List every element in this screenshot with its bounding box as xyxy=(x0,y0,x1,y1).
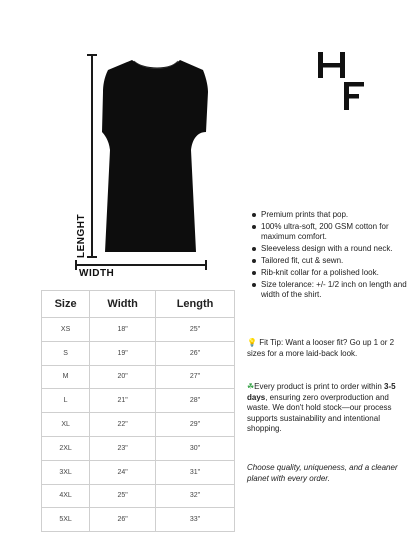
width-label: WIDTH xyxy=(79,268,115,279)
width-cell: 24" xyxy=(90,460,156,484)
table-row xyxy=(42,318,235,342)
width-cell: 18" xyxy=(90,318,156,342)
size-cell: XL xyxy=(42,413,90,437)
width-cell: 21" xyxy=(90,389,156,413)
feature-list xyxy=(250,210,410,302)
list-item: Premium prints that pop. xyxy=(250,210,410,220)
table-row xyxy=(42,365,235,389)
table-row xyxy=(42,460,235,484)
table-row xyxy=(42,413,235,437)
header-width: Width xyxy=(90,291,156,318)
width-cell: 20" xyxy=(90,365,156,389)
table-row xyxy=(42,341,235,365)
length-label: LENGHT xyxy=(76,213,87,258)
size-chart-header-row xyxy=(42,291,235,318)
list-item: Size tolerance: +/- 1/2 inch on length and width of the shirt. xyxy=(250,280,410,300)
length-cell: 28" xyxy=(156,389,235,413)
size-cell: 4XL xyxy=(42,484,90,508)
length-cell: 33" xyxy=(156,508,235,532)
width-cell: 19" xyxy=(90,341,156,365)
fit-tip-text: Fit Tip: Want a looser fit? Go up 1 or 2 sizes for a more laid-back look. xyxy=(247,338,395,358)
table-row xyxy=(42,484,235,508)
delivery-time-highlight: 3-5 days xyxy=(247,382,396,402)
sustainability-text-start: Every product is print to order within xyxy=(254,382,385,391)
lightbulb-icon: 💡 xyxy=(247,338,257,347)
list-item: Rib-knit collar for a polished look. xyxy=(250,268,410,278)
fit-tip-paragraph xyxy=(247,338,413,359)
list-item: 100% ultra-soft, 200 GSM cotton for maximum comfort. xyxy=(250,222,410,242)
sustainability-text-end: , ensuring zero overproduction and waste. We don't hold stock—our process supports sustainability and intentional shopping. xyxy=(247,392,392,433)
sleeveless-shirt-image xyxy=(102,60,208,252)
length-cell: 31" xyxy=(156,460,235,484)
size-cell: XS xyxy=(42,318,90,342)
length-cell: 32" xyxy=(156,484,235,508)
leaf-icon: ☘ xyxy=(247,382,255,391)
sustainability-paragraph xyxy=(247,382,413,435)
size-cell: M xyxy=(42,365,90,389)
list-item: Tailored fit, cut & sewn. xyxy=(250,256,410,266)
width-cell: 26" xyxy=(90,508,156,532)
length-cell: 25" xyxy=(156,318,235,342)
size-cell: S xyxy=(42,341,90,365)
table-row xyxy=(42,508,235,532)
brand-logo xyxy=(314,50,370,112)
width-cell: 22" xyxy=(90,413,156,437)
size-chart-table xyxy=(41,290,235,532)
width-cell: 25" xyxy=(90,484,156,508)
table-row xyxy=(42,436,235,460)
list-item: Sleeveless design with a round neck. xyxy=(250,244,410,254)
length-cell: 26" xyxy=(156,341,235,365)
size-cell: 5XL xyxy=(42,508,90,532)
header-length: Length xyxy=(156,291,235,318)
header-size: Size xyxy=(42,291,90,318)
length-cell: 30" xyxy=(156,436,235,460)
size-cell: L xyxy=(42,389,90,413)
size-cell: 3XL xyxy=(42,460,90,484)
closing-statement: Choose quality, uniqueness, and a cleaner planet with every order. xyxy=(247,463,398,483)
length-cell: 27" xyxy=(156,365,235,389)
size-cell: 2XL xyxy=(42,436,90,460)
table-row xyxy=(42,389,235,413)
width-cell: 23" xyxy=(90,436,156,460)
length-cell: 29" xyxy=(156,413,235,437)
